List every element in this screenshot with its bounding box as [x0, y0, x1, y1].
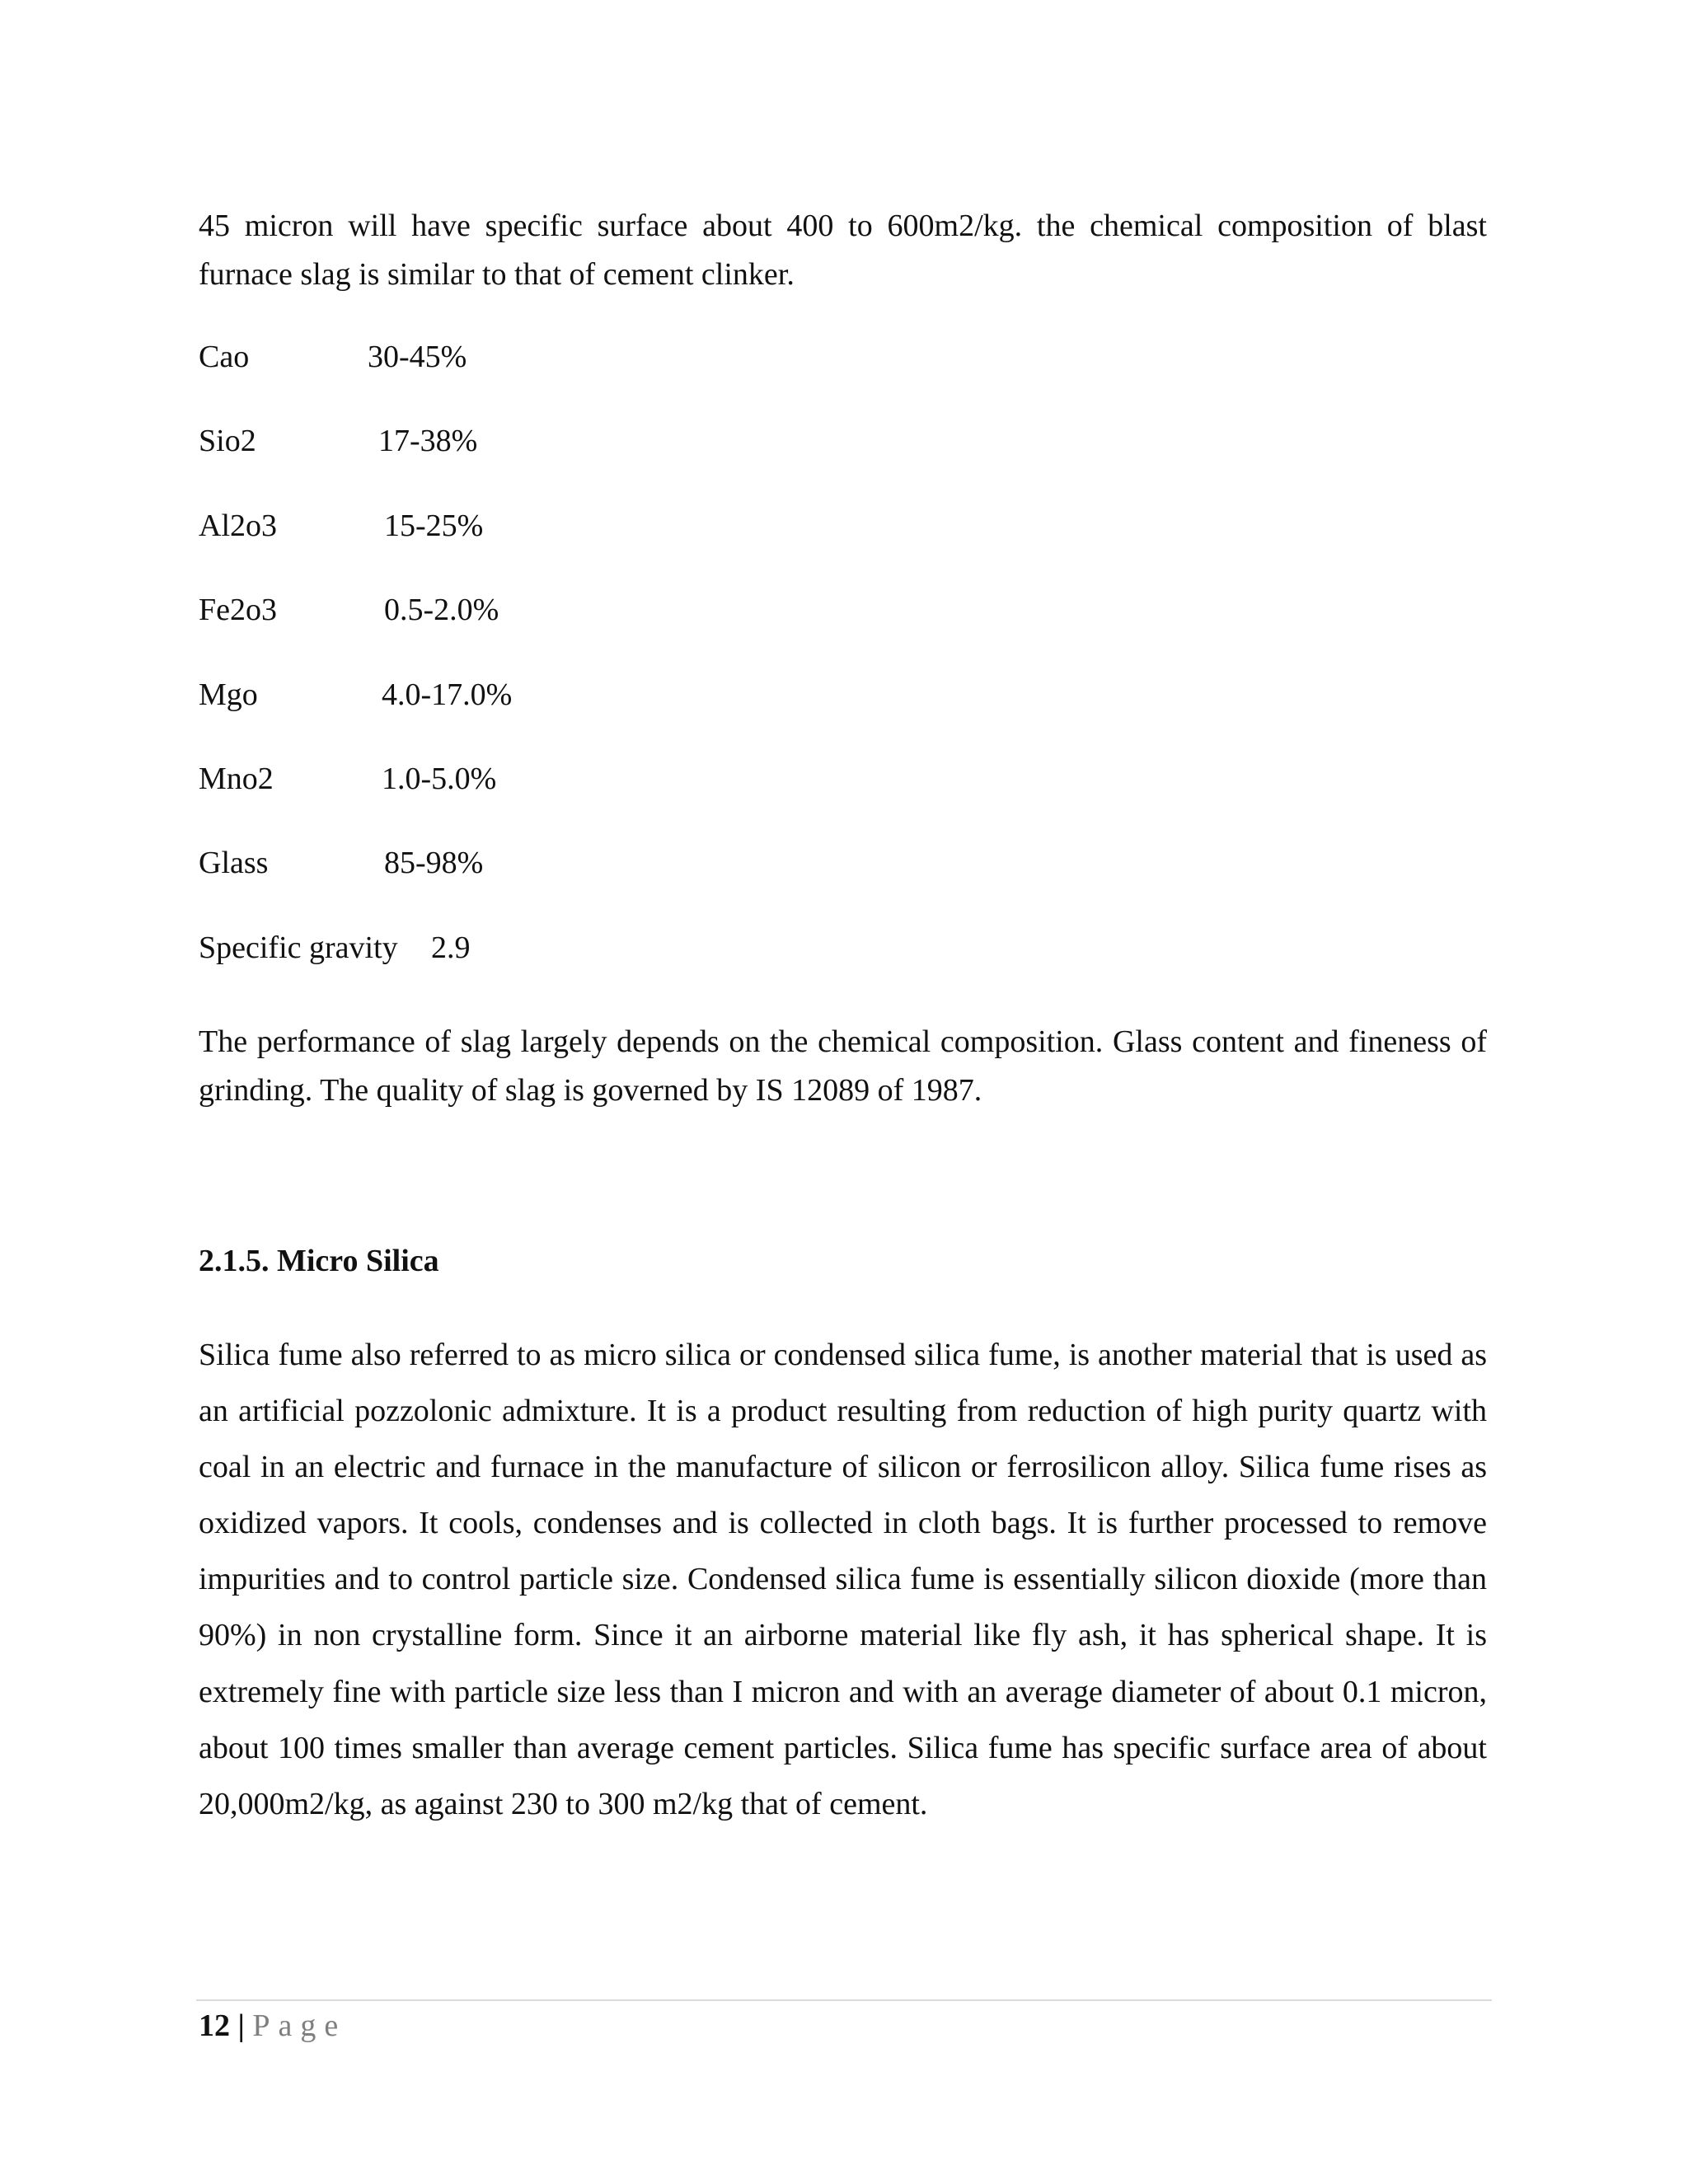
composition-row — [199, 756, 940, 840]
composition-name: Specific gravity — [199, 930, 398, 965]
composition-name: Mgo — [199, 677, 258, 712]
composition-row — [199, 840, 940, 924]
page-separator: | — [237, 2008, 245, 2043]
composition-value: 17-38% — [378, 424, 478, 459]
page-footer — [199, 2003, 346, 2049]
composition-value: 4.0-17.0% — [382, 677, 513, 712]
section-heading: 2.1.5. Micro Silica — [199, 1244, 439, 1278]
composition-row — [199, 418, 940, 502]
intro-paragraph: 45 micron will have specific surface about 400 to 600m2/kg. the chemical composition of blast furnace slag is similar to that of cement clinker. — [199, 209, 1487, 292]
composition-value: 2.9 — [431, 930, 471, 965]
footer-divider — [196, 1999, 1492, 2001]
composition-value: 85-98% — [384, 846, 484, 881]
composition-row — [199, 587, 940, 671]
composition-value: 0.5-2.0% — [384, 593, 499, 628]
composition-row — [199, 925, 940, 1009]
composition-name: Glass — [199, 846, 269, 881]
composition-row — [199, 334, 940, 418]
composition-name: Al2o3 — [199, 508, 277, 543]
performance-paragraph: The performance of slag largely depends on the chemical composition. Glass content and fineness of grinding. The quality of slag is governed by IS 12089 of 1987. — [199, 1024, 1487, 1108]
composition-list — [199, 334, 940, 1009]
composition-value: 30-45% — [368, 340, 467, 374]
composition-row — [199, 503, 940, 587]
page-number: 12 — [199, 2008, 230, 2043]
composition-value: 15-25% — [384, 508, 484, 543]
composition-name: Mno2 — [199, 761, 274, 796]
silica-paragraph: Silica fume also referred to as micro silica or condensed silica fume, is another material that is used as an artificial pozzolonic admixture. It is a product resulting from reduction of high purity quartz with coal in an electric and furnace in the manufacture of silicon or ferrosilicon alloy. Silica fume rises as oxidized vapors. It cools, condenses and is collected in cloth bags. It is further processed to remove impurities and to control particle size. Condensed silica fume is essentially silicon dioxide (more than 90%) in non crystalline form. Since it an airborne material like fly ash, it has spherical shape. It is extremely fine with particle size less than I micron and with an average diameter of about 0.1 micron, about 100 times smaller than average cement particles. Silica fume has specific surface area of about 20,000m2/kg, as against 230 to 300 m2/kg that of cement. — [199, 1338, 1487, 1821]
composition-value: 1.0-5.0% — [382, 761, 497, 796]
composition-row — [199, 672, 940, 756]
composition-name: Sio2 — [199, 424, 256, 459]
page-label: Page — [252, 2008, 347, 2043]
composition-name: Cao — [199, 340, 250, 374]
composition-name: Fe2o3 — [199, 593, 277, 628]
